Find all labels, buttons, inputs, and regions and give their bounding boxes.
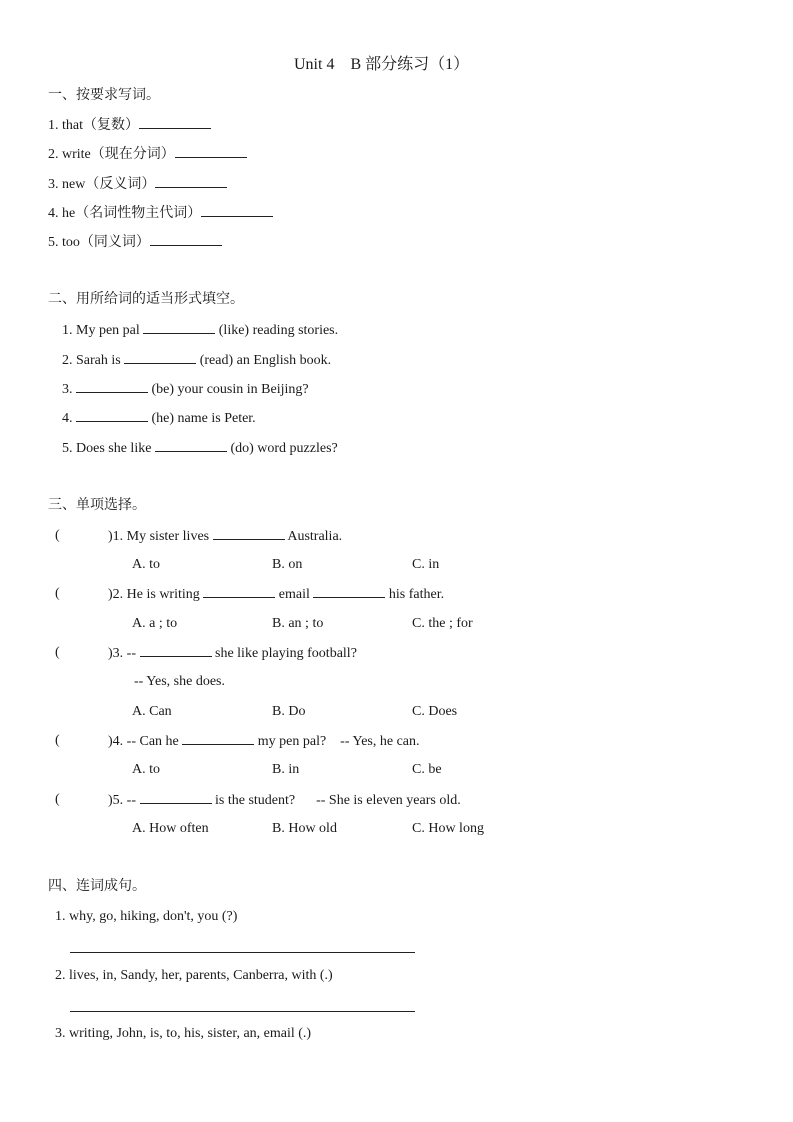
- s2-item-3: 3. (be) your cousin in Beijing?: [62, 382, 309, 397]
- q1-paren[interactable]: (: [55, 528, 60, 543]
- q3-option-c[interactable]: C. Does: [412, 704, 458, 719]
- q3-option-b[interactable]: B. Do: [272, 704, 306, 719]
- q5-paren[interactable]: (: [55, 792, 60, 807]
- s2-item-4: 4. (he) name is Peter.: [62, 411, 256, 426]
- answer-blank[interactable]: [313, 585, 385, 598]
- q3-option-a[interactable]: A. Can: [132, 704, 172, 719]
- s4-item-1: 1. why, go, hiking, don't, you (?): [55, 909, 238, 924]
- page-title: Unit 4 B 部分练习（1）: [294, 56, 470, 73]
- answer-blank[interactable]: [175, 145, 247, 158]
- q2-stem: )2. He is writing email his father.: [108, 587, 445, 602]
- q5-option-b[interactable]: B. How old: [272, 821, 337, 836]
- section-4-heading: 四、连词成句。: [48, 879, 146, 894]
- s2-item-5: 5. Does she like (do) word puzzles?: [62, 441, 338, 456]
- s4-item-3: 3. writing, John, is, to, his, sister, an, email (.): [55, 1026, 312, 1041]
- section-3-heading: 三、单项选择。: [48, 498, 146, 513]
- q4-option-a[interactable]: A. to: [132, 762, 160, 777]
- answer-blank[interactable]: [76, 380, 148, 393]
- answer-blank[interactable]: [203, 585, 275, 598]
- s1-item-3: 3. new（反义词）: [48, 175, 227, 194]
- answer-blank[interactable]: [139, 116, 211, 129]
- s1-item-2: 2. write（现在分词）: [48, 145, 247, 164]
- answer-line[interactable]: [70, 952, 415, 953]
- q1-option-a[interactable]: A. to: [132, 557, 160, 572]
- s1-item-1: 1. that（复数）: [48, 116, 211, 135]
- answer-blank[interactable]: [76, 409, 148, 422]
- q2-option-a[interactable]: A. a ; to: [132, 616, 178, 631]
- q1-option-b[interactable]: B. on: [272, 557, 303, 572]
- q4-option-c[interactable]: C. be: [412, 762, 442, 777]
- q1-stem: )1. My sister lives Australia.: [108, 529, 343, 544]
- answer-blank[interactable]: [155, 439, 227, 452]
- s1-item-5: 5. too（同义词）: [48, 233, 222, 252]
- answer-blank[interactable]: [155, 175, 227, 188]
- q1-option-c[interactable]: C. in: [412, 557, 440, 572]
- q2-option-b[interactable]: B. an ; to: [272, 616, 324, 631]
- q5-stem: )5. -- is the student? -- She is eleven years old.: [108, 793, 461, 808]
- answer-blank[interactable]: [182, 732, 254, 745]
- answer-blank[interactable]: [150, 233, 222, 246]
- answer-line[interactable]: [70, 1011, 415, 1012]
- q3-reply: -- Yes, she does.: [134, 674, 225, 689]
- s2-item-1: 1. My pen pal (like) reading stories.: [62, 323, 339, 338]
- q3-paren[interactable]: (: [55, 645, 60, 660]
- answer-blank[interactable]: [213, 527, 285, 540]
- answer-blank[interactable]: [201, 204, 273, 217]
- q2-paren[interactable]: (: [55, 586, 60, 601]
- answer-blank[interactable]: [140, 791, 212, 804]
- q4-option-b[interactable]: B. in: [272, 762, 300, 777]
- q5-option-a[interactable]: A. How often: [132, 821, 209, 836]
- q5-option-c[interactable]: C. How long: [412, 821, 484, 836]
- section-2-heading: 二、用所给词的适当形式填空。: [48, 292, 244, 307]
- section-1-heading: 一、按要求写词。: [48, 88, 160, 103]
- answer-blank[interactable]: [143, 321, 215, 334]
- q4-stem: )4. -- Can he my pen pal? -- Yes, he can.: [108, 734, 420, 749]
- s4-item-2: 2. lives, in, Sandy, her, parents, Canberra, with (.): [55, 968, 333, 983]
- q4-paren[interactable]: (: [55, 733, 60, 748]
- answer-blank[interactable]: [140, 644, 212, 657]
- answer-blank[interactable]: [124, 351, 196, 364]
- s1-item-4: 4. he（名词性物主代词）: [48, 204, 273, 223]
- s2-item-2: 2. Sarah is (read) an English book.: [62, 353, 332, 368]
- q3-stem: )3. -- she like playing football?: [108, 646, 357, 661]
- q2-option-c[interactable]: C. the ; for: [412, 616, 473, 631]
